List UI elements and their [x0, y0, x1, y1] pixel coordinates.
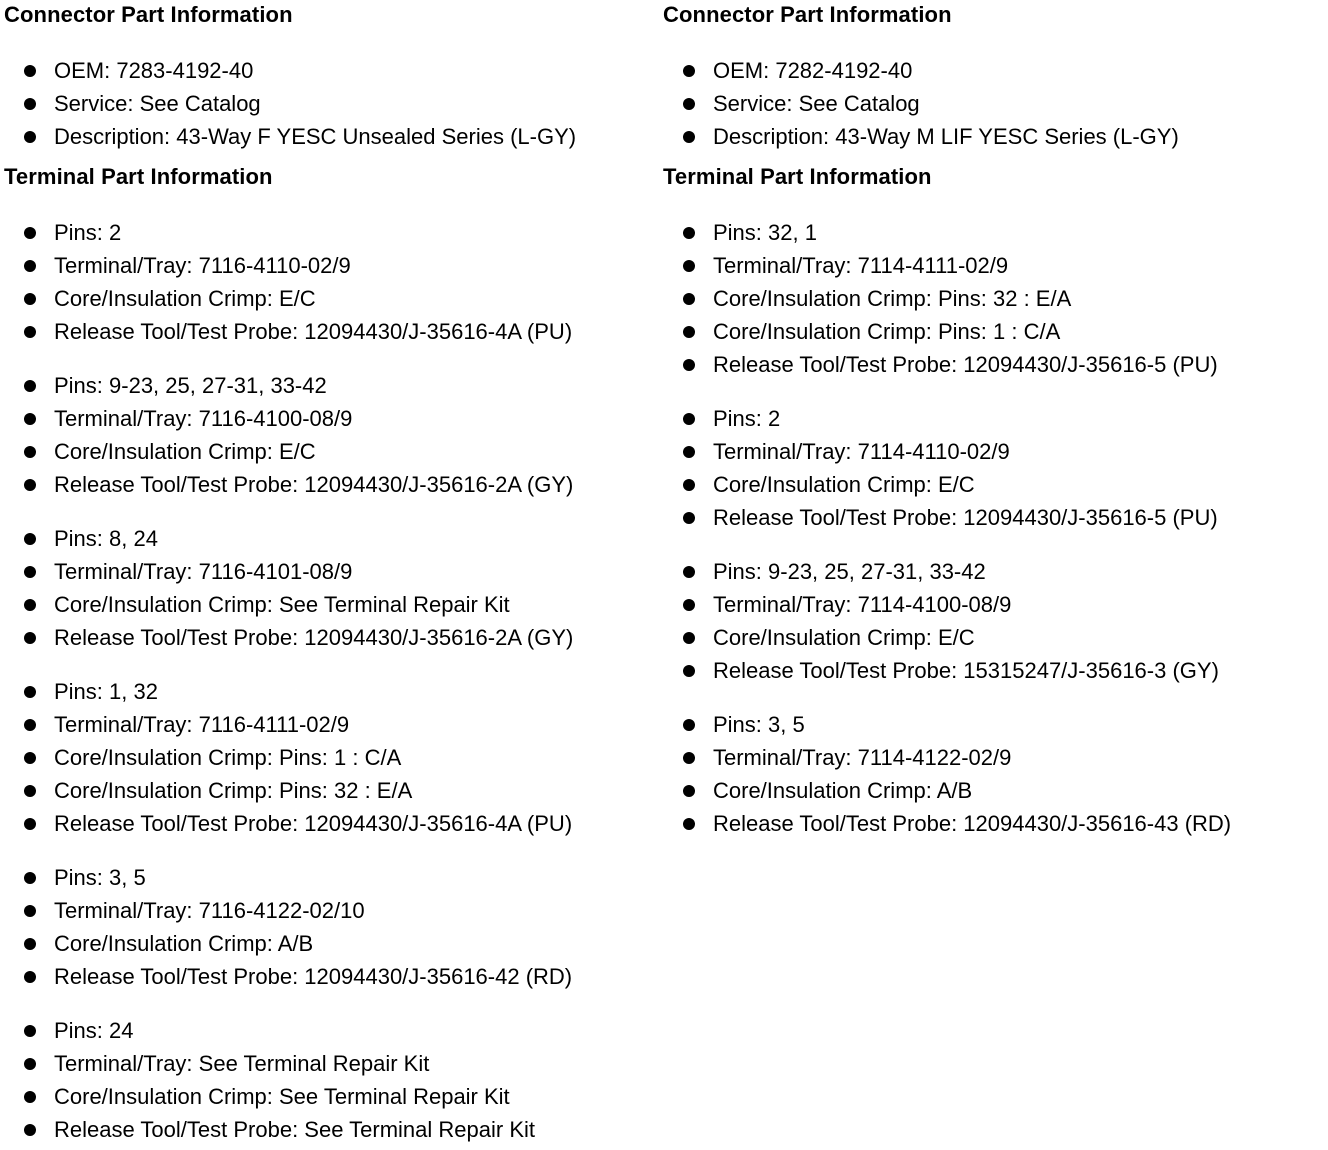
list-item: Release Tool/Test Probe: 12094430/J-35616-2A (GY) — [4, 468, 654, 501]
bullet-icon — [24, 971, 36, 983]
list-item: OEM: 7283-4192-40 — [4, 54, 654, 87]
bullet-icon — [24, 533, 36, 545]
list-item: Pins: 24 — [4, 1014, 654, 1047]
list-item: Pins: 2 — [663, 402, 1323, 435]
bullet-icon — [683, 293, 695, 305]
bullet-icon — [683, 785, 695, 797]
bullet-icon — [24, 1124, 36, 1136]
bullet-icon — [24, 785, 36, 797]
list-item: Terminal/Tray: 7116-4100-08/9 — [4, 402, 654, 435]
bullet-icon — [24, 413, 36, 425]
bullet-icon — [24, 566, 36, 578]
list-item: Service: See Catalog — [663, 87, 1323, 120]
list-item: Core/Insulation Crimp: See Terminal Repair Kit — [4, 1080, 654, 1113]
list-item: Core/Insulation Crimp: E/C — [4, 435, 654, 468]
list-item: Core/Insulation Crimp: E/C — [663, 621, 1323, 654]
list-item: Terminal/Tray: 7116-4122-02/10 — [4, 894, 654, 927]
list-item: Core/Insulation Crimp: Pins: 1 : C/A — [663, 315, 1323, 348]
bullet-icon — [683, 227, 695, 239]
list-item: Release Tool/Test Probe: See Terminal Repair Kit — [4, 1113, 654, 1146]
list-item: Service: See Catalog — [4, 87, 654, 120]
list-item: Terminal/Tray: 7114-4111-02/9 — [663, 249, 1323, 282]
bullet-icon — [683, 599, 695, 611]
bullet-icon — [683, 131, 695, 143]
bullet-icon — [683, 479, 695, 491]
bullet-icon — [24, 632, 36, 644]
list-item: Pins: 9-23, 25, 27-31, 33-42 — [663, 555, 1323, 588]
list-item: Pins: 2 — [4, 216, 654, 249]
right-connector-title: Connector Part Information — [663, 2, 952, 27]
list-item: Description: 43-Way F YESC Unsealed Series (L-GY) — [4, 120, 654, 153]
left-connector-list — [4, 54, 654, 153]
list-item: Pins: 32, 1 — [663, 216, 1323, 249]
list-item: Core/Insulation Crimp: Pins: 32 : E/A — [663, 282, 1323, 315]
list-item: Core/Insulation Crimp: A/B — [663, 774, 1323, 807]
list-item: OEM: 7282-4192-40 — [663, 54, 1323, 87]
bullet-icon — [683, 260, 695, 272]
bullet-icon — [24, 818, 36, 830]
list-item: Release Tool/Test Probe: 12094430/J-35616-4A (PU) — [4, 315, 654, 348]
bullet-icon — [24, 293, 36, 305]
bullet-icon — [24, 479, 36, 491]
bullet-icon — [24, 65, 36, 77]
bullet-icon — [683, 326, 695, 338]
bullet-icon — [24, 260, 36, 272]
bullet-icon — [24, 98, 36, 110]
bullet-icon — [683, 413, 695, 425]
left-terminal-group — [4, 861, 654, 993]
bullet-icon — [24, 326, 36, 338]
bullet-icon — [683, 632, 695, 644]
left-terminal-group — [4, 675, 654, 840]
right-terminal-title: Terminal Part Information — [663, 164, 932, 189]
list-item: Release Tool/Test Probe: 12094430/J-35616-5 (PU) — [663, 501, 1323, 534]
bullet-icon — [24, 599, 36, 611]
bullet-icon — [24, 905, 36, 917]
list-item: Release Tool/Test Probe: 15315247/J-35616-3 (GY) — [663, 654, 1323, 687]
list-item: Core/Insulation Crimp: E/C — [4, 282, 654, 315]
bullet-icon — [683, 752, 695, 764]
list-item: Core/Insulation Crimp: See Terminal Repair Kit — [4, 588, 654, 621]
left-terminal-group — [4, 216, 654, 348]
bullet-icon — [24, 752, 36, 764]
list-item: Release Tool/Test Probe: 12094430/J-35616-42 (RD) — [4, 960, 654, 993]
list-item: Core/Insulation Crimp: Pins: 32 : E/A — [4, 774, 654, 807]
list-item: Pins: 3, 5 — [663, 708, 1323, 741]
list-item: Terminal/Tray: 7114-4100-08/9 — [663, 588, 1323, 621]
list-item: Release Tool/Test Probe: 12094430/J-35616-43 (RD) — [663, 807, 1323, 840]
list-item: Core/Insulation Crimp: Pins: 1 : C/A — [4, 741, 654, 774]
list-item: Pins: 9-23, 25, 27-31, 33-42 — [4, 369, 654, 402]
bullet-icon — [24, 938, 36, 950]
list-item: Terminal/Tray: 7116-4101-08/9 — [4, 555, 654, 588]
list-item: Release Tool/Test Probe: 12094430/J-35616-2A (GY) — [4, 621, 654, 654]
bullet-icon — [24, 227, 36, 239]
bullet-icon — [24, 380, 36, 392]
left-terminal-title: Terminal Part Information — [4, 164, 273, 189]
right-terminal-group — [663, 402, 1323, 534]
bullet-icon — [24, 719, 36, 731]
bullet-icon — [683, 665, 695, 677]
list-item: Terminal/Tray: 7114-4110-02/9 — [663, 435, 1323, 468]
bullet-icon — [683, 566, 695, 578]
left-connector-title: Connector Part Information — [4, 2, 293, 27]
list-item: Release Tool/Test Probe: 12094430/J-35616-5 (PU) — [663, 348, 1323, 381]
left-terminal-group — [4, 369, 654, 501]
list-item: Terminal/Tray: 7116-4111-02/9 — [4, 708, 654, 741]
bullet-icon — [24, 872, 36, 884]
left-terminal-group — [4, 522, 654, 654]
list-item: Pins: 3, 5 — [4, 861, 654, 894]
left-terminal-group — [4, 1014, 654, 1146]
list-item: Terminal/Tray: See Terminal Repair Kit — [4, 1047, 654, 1080]
bullet-icon — [24, 1091, 36, 1103]
list-item: Release Tool/Test Probe: 12094430/J-35616-4A (PU) — [4, 807, 654, 840]
list-item: Terminal/Tray: 7116-4110-02/9 — [4, 249, 654, 282]
bullet-icon — [683, 98, 695, 110]
bullet-icon — [24, 131, 36, 143]
bullet-icon — [683, 719, 695, 731]
right-connector-list — [663, 54, 1323, 153]
bullet-icon — [683, 446, 695, 458]
left-column — [4, 0, 654, 1146]
list-item: Description: 43-Way M LIF YESC Series (L-GY) — [663, 120, 1323, 153]
right-column — [663, 0, 1323, 840]
right-terminal-group — [663, 555, 1323, 687]
list-item: Pins: 8, 24 — [4, 522, 654, 555]
bullet-icon — [683, 359, 695, 371]
bullet-icon — [24, 686, 36, 698]
bullet-icon — [683, 818, 695, 830]
bullet-icon — [683, 65, 695, 77]
list-item: Core/Insulation Crimp: A/B — [4, 927, 654, 960]
bullet-icon — [683, 512, 695, 524]
right-terminal-group — [663, 708, 1323, 840]
list-item: Pins: 1, 32 — [4, 675, 654, 708]
right-terminal-group — [663, 216, 1323, 381]
list-item: Terminal/Tray: 7114-4122-02/9 — [663, 741, 1323, 774]
bullet-icon — [24, 1058, 36, 1070]
bullet-icon — [24, 1025, 36, 1037]
list-item: Core/Insulation Crimp: E/C — [663, 468, 1323, 501]
bullet-icon — [24, 446, 36, 458]
